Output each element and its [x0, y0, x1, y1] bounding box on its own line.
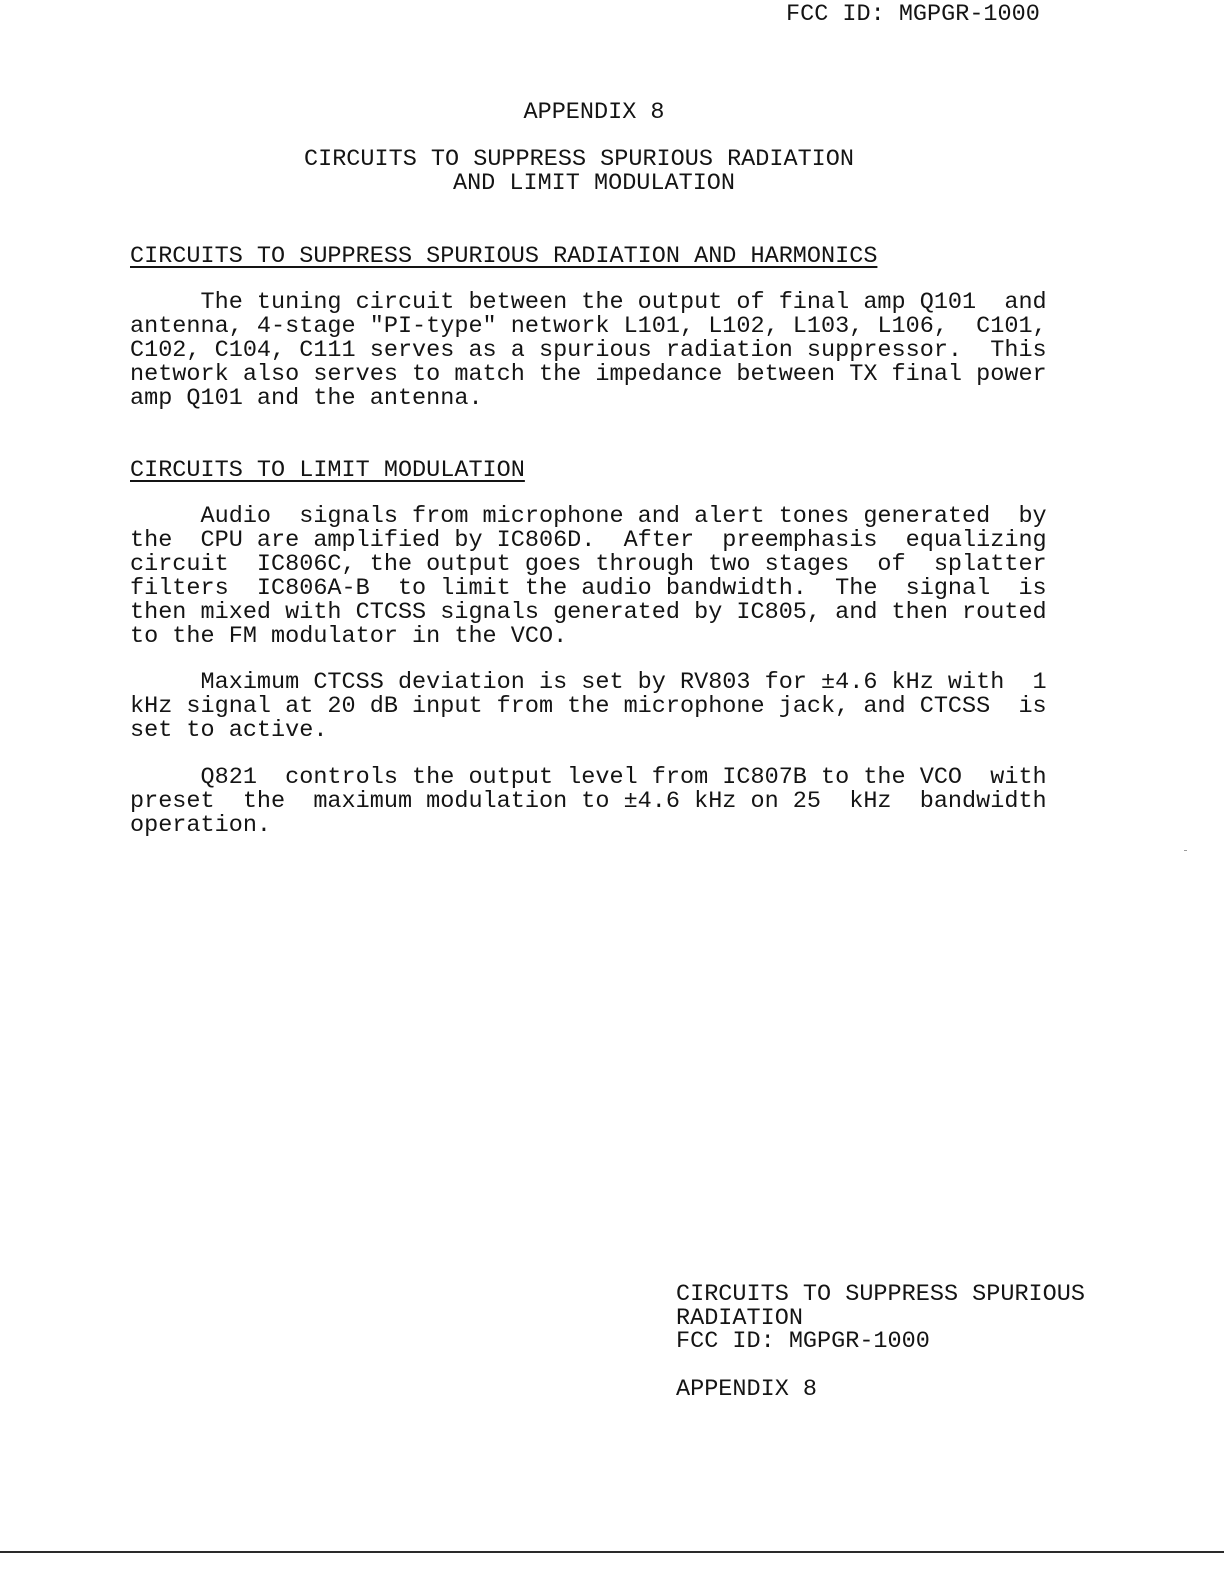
paragraph-audio-signals: Audio signals from microphone and alert tones generated by the CPU are amplified by IC806D. After preemphasis equalizing circuit IC806C, the output goes through two stages of splatter filters IC806A-B to limit the audio bandwidth. The signal is then mixed with CTCSS signals generated by IC805, and then routed to the FM modulator in the VCO. — [130, 503, 1047, 650]
header-fcc-id: FCC ID: MGPGR-1000 — [786, 1, 1040, 28]
footer-line2: RADIATION — [676, 1305, 803, 1332]
page-title-line1: CIRCUITS TO SUPPRESS SPURIOUS RADIATION — [304, 146, 854, 173]
footer-appendix: APPENDIX 8 — [676, 1376, 818, 1403]
section-heading-limit-modulation: CIRCUITS TO LIMIT MODULATION — [130, 457, 525, 484]
footer-fcc-id: FCC ID: MGPGR-1000 — [676, 1328, 930, 1355]
paragraph-spurious-radiation: The tuning circuit between the output of final amp Q101 and antenna, 4-stage "PI-type" network L101, L102, L103, L106, C101, C102, C104, C111 serves as a spurious radiation suppressor. This network also serves to match the impedance between TX final power amp Q101 and the antenna. — [130, 289, 1047, 412]
paragraph-q821-control: Q821 controls the output level from IC807B to the VCO with preset the maximum modulation to ±4.6 kHz on 25 kHz bandwidth operation. — [130, 764, 1047, 839]
scan-speck — [1184, 850, 1187, 851]
footer-line1: CIRCUITS TO SUPPRESS SPURIOUS — [676, 1281, 1085, 1308]
page-bottom-rule — [0, 1551, 1224, 1553]
page-title-appendix: APPENDIX 8 — [523, 99, 665, 126]
paragraph-ctcss-deviation: Maximum CTCSS deviation is set by RV803 for ±4.6 kHz with 1 kHz signal at 20 dB input from the microphone jack, and CTCSS is set to active. — [130, 669, 1047, 744]
section-heading-spurious-radiation: CIRCUITS TO SUPPRESS SPURIOUS RADIATION AND HARMONICS — [130, 243, 878, 270]
page-title-line2: AND LIMIT MODULATION — [452, 170, 736, 197]
